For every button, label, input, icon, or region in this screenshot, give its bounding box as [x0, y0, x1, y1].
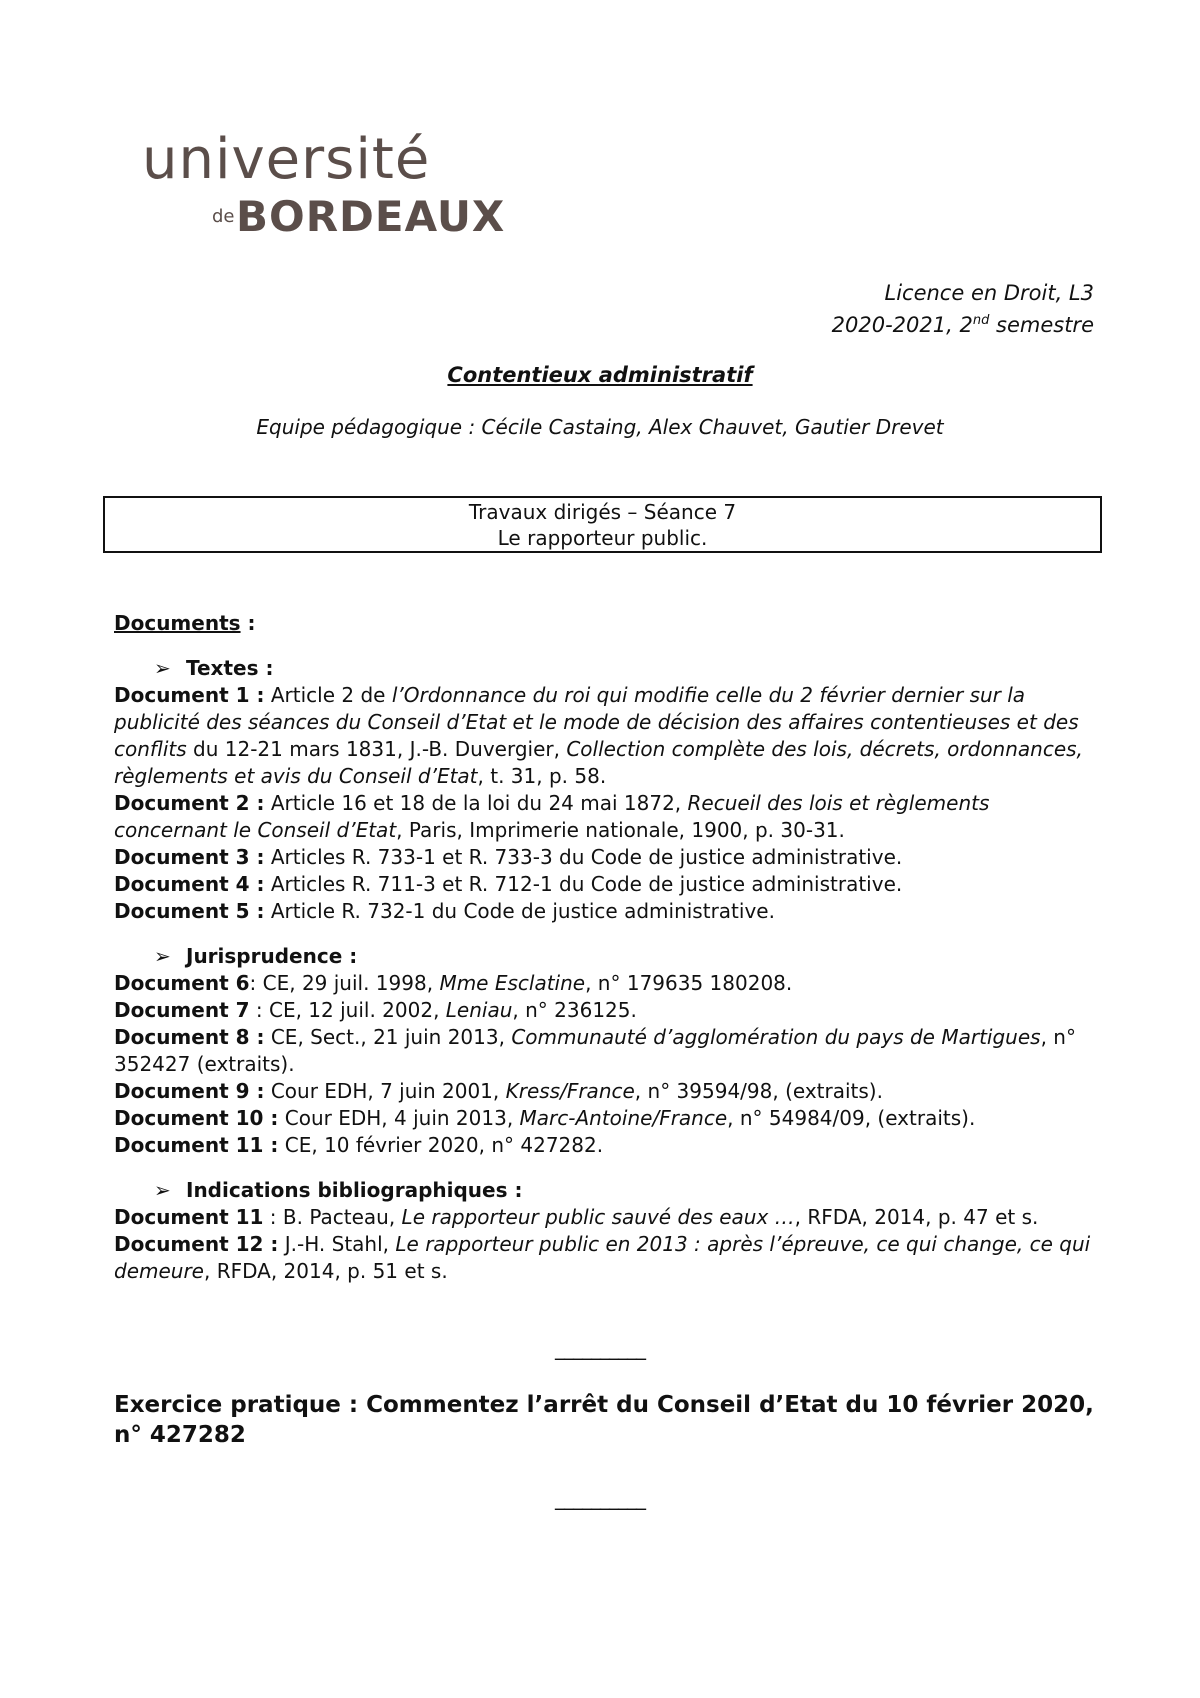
documents-list	[114, 610, 1099, 1285]
doc-text: J.-H. Stahl,	[278, 1232, 396, 1256]
doc-label: Document 6	[114, 971, 250, 995]
section-textes	[114, 655, 1099, 682]
documents-heading-text: Documents	[114, 611, 241, 635]
logo-bordeaux-text: BORDEAUX	[236, 192, 506, 241]
section-label: Textes :	[186, 656, 274, 680]
doc-title: Le rapporteur public sauvé des eaux …	[401, 1205, 795, 1229]
doc-text: Articles R. 733-1 et R. 733-3 du Code de justice administrative.	[264, 845, 903, 869]
doc-title: Collection complète des lois, décrets, ordonnances, règlements et avis du Conseil d’Etat	[114, 737, 1083, 788]
document-item	[114, 1132, 1099, 1159]
doc-label: Document 2 :	[114, 791, 265, 815]
course-header	[832, 280, 1094, 339]
doc-text: , RFDA, 2014, p. 47 et s.	[794, 1205, 1039, 1229]
doc-title: Mme Esclatine	[439, 971, 586, 995]
section-jurisprudence	[114, 943, 1099, 970]
teaching-team: Equipe pédagogique : Cécile Castaing, Alex Chauvet, Gautier Drevet	[256, 415, 944, 439]
document-item	[114, 898, 1099, 925]
doc-title: Leniau	[445, 998, 513, 1022]
doc-text: Cour EDH, 7 juin 2001,	[264, 1079, 506, 1103]
doc-label: Document 1 :	[114, 683, 265, 707]
document-item	[114, 997, 1099, 1024]
semester-year: 2020-2021, 2	[831, 313, 973, 337]
document-item	[114, 1105, 1099, 1132]
doc-text: CE, Sect., 21 juin 2013,	[264, 1025, 512, 1049]
doc-text: du 12-21 mars 1831, J.-B. Duvergier,	[186, 737, 567, 761]
section-label: Jurisprudence :	[186, 944, 358, 968]
doc-text: Article 16 et 18 de la loi du 24 mai 1872,	[264, 791, 688, 815]
session-box	[103, 496, 1102, 553]
doc-text: Article R. 732-1 du Code de justice administrative.	[264, 899, 775, 923]
separator-line: __________	[555, 1336, 645, 1360]
document-item	[114, 1204, 1099, 1231]
doc-text: : CE, 12 juil. 2002,	[249, 998, 446, 1022]
doc-text: , n° 236125.	[512, 998, 637, 1022]
doc-title: Recueil des lois et règlements concernant le Conseil d’Etat	[114, 791, 990, 842]
session-title: Travaux dirigés – Séance 7	[468, 500, 737, 524]
doc-title: l’Ordonnance du roi qui modifie celle du 2 février dernier sur la publicité des séances du Conseil d’Etat et le mode de décision des affaires contentieuses et des conflits	[114, 683, 1079, 761]
documents-heading-colon: :	[240, 611, 256, 635]
doc-text: CE, 10 février 2020, n° 427282.	[278, 1133, 604, 1157]
semester-ordinal: nd	[972, 313, 990, 328]
doc-title: Le rapporteur public en 2013 : après l’épreuve, ce qui change, ce qui demeure	[114, 1232, 1091, 1283]
university-logo	[142, 127, 506, 248]
doc-text: , n° 54984/09, (extraits).	[727, 1106, 976, 1130]
doc-label: Document 12 :	[114, 1232, 279, 1256]
doc-text: , t. 31, p. 58.	[477, 764, 607, 788]
doc-text: Article 2 de	[264, 683, 392, 707]
doc-label: Document 7	[114, 998, 250, 1022]
doc-title: Communauté d’agglomération du pays de Martigues	[511, 1025, 1041, 1049]
section-bibliography	[114, 1177, 1099, 1204]
document-item	[114, 790, 1099, 844]
course-title: Contentieux administratif	[447, 363, 753, 387]
doc-label: Document 9 :	[114, 1079, 265, 1103]
document-item	[114, 970, 1099, 997]
doc-text: , n° 179635 180208.	[585, 971, 793, 995]
doc-title: Kress/France	[505, 1079, 635, 1103]
logo-de-text: de	[212, 206, 235, 227]
doc-text: : CE, 29 juil. 1998,	[249, 971, 440, 995]
semester-word: semestre	[989, 313, 1094, 337]
doc-text: Articles R. 711-3 et R. 712-1 du Code de justice administrative.	[264, 872, 903, 896]
doc-label: Document 4 :	[114, 872, 265, 896]
exercise-statement: Exercice pratique : Commentez l’arrêt du Conseil d’Etat du 10 février 2020, n° 427282	[114, 1392, 1094, 1448]
doc-text: , Paris, Imprimerie nationale, 1900, p. 30-31.	[396, 818, 845, 842]
session-subject: Le rapporteur public.	[497, 526, 708, 550]
doc-text: , n° 352427 (extraits).	[114, 1025, 1076, 1076]
logo-universite-text: université	[142, 127, 431, 192]
section-label: Indications bibliographiques :	[186, 1178, 523, 1202]
doc-label: Document 10 :	[114, 1106, 279, 1130]
arrow-bullet-icon: ➢	[154, 656, 171, 680]
doc-text: , RFDA, 2014, p. 51 et s.	[204, 1259, 448, 1283]
document-item	[114, 1024, 1099, 1078]
document-item	[114, 844, 1099, 871]
doc-text: Cour EDH, 4 juin 2013,	[278, 1106, 520, 1130]
document-item	[114, 1231, 1099, 1285]
doc-label: Document 11	[114, 1205, 264, 1229]
document-item	[114, 682, 1099, 790]
arrow-bullet-icon: ➢	[154, 944, 171, 968]
degree-line: Licence en Droit, L3	[884, 281, 1094, 305]
doc-title: Marc-Antoine/France	[519, 1106, 728, 1130]
document-item	[114, 871, 1099, 898]
arrow-bullet-icon: ➢	[154, 1178, 171, 1202]
semester-line	[832, 307, 1094, 339]
document-item	[114, 1078, 1099, 1105]
doc-label: Document 3 :	[114, 845, 265, 869]
documents-heading	[114, 610, 1099, 637]
separator-line: __________	[555, 1486, 645, 1510]
doc-text: , n° 39594/98, (extraits).	[634, 1079, 883, 1103]
doc-label: Document 5 :	[114, 899, 265, 923]
doc-label: Document 11 :	[114, 1133, 279, 1157]
doc-label: Document 8 :	[114, 1025, 265, 1049]
doc-text: : B. Pacteau,	[263, 1205, 402, 1229]
